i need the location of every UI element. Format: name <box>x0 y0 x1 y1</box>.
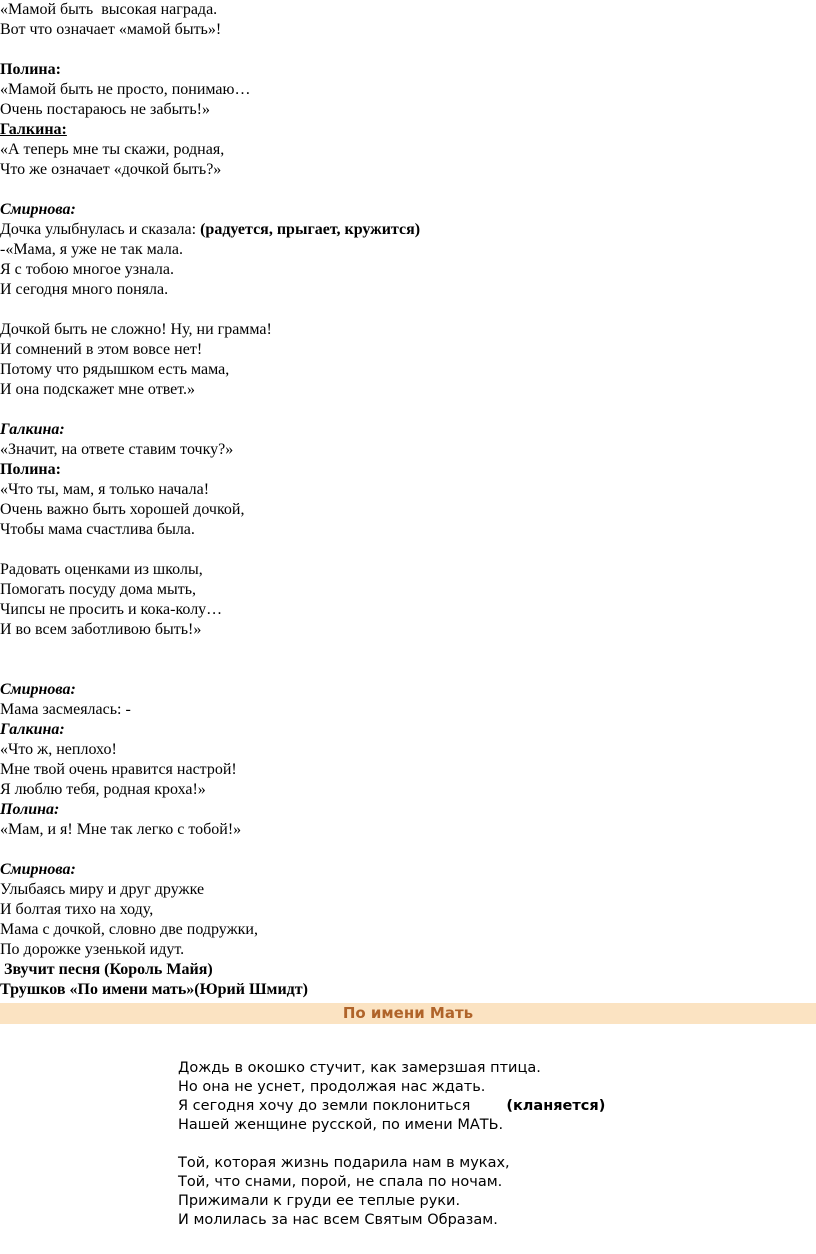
text-line: Улыбаясь миру и друг дружке <box>0 881 205 898</box>
blank-line <box>178 1135 798 1154</box>
text-line: И она подскажет мне ответ.» <box>0 381 196 398</box>
blank-line <box>0 840 816 860</box>
text-line: Мама с дочкой, словно две подружки, <box>0 921 258 938</box>
text-line: Помогать посуду дома мыть, <box>0 581 197 598</box>
song-announcement: Звучит песня (Король Майя) <box>0 961 213 978</box>
text-line: По дорожке узенькой идут. <box>0 941 185 958</box>
text-line: «Мамой быть не просто, понимаю… <box>0 81 251 98</box>
speaker-label: Галкина: <box>0 721 65 738</box>
blank-line <box>0 180 816 200</box>
text-line: Чтобы мама счастлива была. <box>0 521 195 538</box>
text-line: «Что ты, мам, я только начала! <box>0 481 210 498</box>
text-line: И сегодня много поняла. <box>0 281 169 298</box>
text-line: Чипсы не просить и кока-колу… <box>0 601 223 618</box>
song-title-banner: По имени Мать <box>0 1003 816 1024</box>
blank-line <box>0 640 816 660</box>
poem-line: Но она не уснет, продолжая нас ждать. <box>178 1079 486 1095</box>
text-line: Что же означает «дочкой быть?» <box>0 161 222 178</box>
poem-line <box>178 1097 798 1116</box>
text-line: Я с тобою многое узнала. <box>0 261 175 278</box>
text-line: Потому что рядышком есть мама, <box>0 361 230 378</box>
text-line: И сомнений в этом вовсе нет! <box>0 341 203 358</box>
blank-line <box>0 660 816 680</box>
text-line: «Мамой быть высокая награда. <box>0 1 218 18</box>
text-line: И во всем заботливою быть!» <box>0 621 202 638</box>
speaker-label: Смирнова: <box>0 681 76 698</box>
poem-block <box>178 1059 798 1230</box>
text-line: Мне твой очень нравится настрой! <box>0 761 237 778</box>
poem-line: И молилась за нас всем Святым Образам. <box>178 1212 498 1228</box>
blank-line <box>0 300 816 320</box>
text-line: Дочкой быть не сложно! Ну, ни грамма! <box>0 321 272 338</box>
speaker-label: Полина: <box>0 461 61 478</box>
speaker-label: Смирнова: <box>0 201 76 218</box>
blank-line <box>0 540 816 560</box>
blank-line <box>0 400 816 420</box>
speaker-label: Галкина: <box>0 421 65 438</box>
poem-line: Той, что снами, порой, не спала по ночам. <box>178 1174 503 1190</box>
text-line: Радовать оценками из школы, <box>0 561 203 578</box>
text-line: Я люблю тебя, родная кроха!» <box>0 781 206 798</box>
poem-line: Той, которая жизнь подарила нам в муках, <box>178 1155 510 1171</box>
poem-text: Я сегодня хочу до земли поклониться <box>178 1098 471 1114</box>
speaker-label: Смирнова: <box>0 861 76 878</box>
text-line: Вот что означает «мамой быть»! <box>0 21 222 38</box>
poem-line: Дождь в окошко стучит, как замерзшая птица. <box>178 1060 541 1076</box>
text-line: -«Мама, я уже не так мала. <box>0 241 183 258</box>
poem-line: Прижимали к груди ее теплые руки. <box>178 1193 461 1209</box>
text-line: Очень постараюсь не забыть!» <box>0 101 210 118</box>
stage-direction: (радуется, прыгает, кружится) <box>200 221 421 238</box>
speaker-label: Полина: <box>0 801 60 818</box>
blank-line <box>0 40 816 60</box>
speaker-label: Галкина: <box>0 121 67 138</box>
speaker-label: Полина: <box>0 61 61 78</box>
narration-text: Дочка улыбнулась и сказала: <box>0 221 201 238</box>
text-line: «А теперь мне ты скажи, родная, <box>0 141 225 158</box>
text-line: «Что ж, неплохо! <box>0 741 117 758</box>
song-credit: Трушков «По имени мать»(Юрий Шмидт) <box>0 981 308 998</box>
text-line: Мама засмеялась: - <box>0 701 131 718</box>
text-line: «Мам, и я! Мне так легко с тобой!» <box>0 821 242 838</box>
stage-direction: (кланяется) <box>506 1098 606 1114</box>
poem-line: Нашей женщине русской, по имени МАТЬ. <box>178 1117 504 1133</box>
text-line: «Значит, на ответе ставим точку?» <box>0 441 234 458</box>
text-line: Очень важно быть хорошей дочкой, <box>0 501 245 518</box>
text-line <box>0 220 816 240</box>
text-line: И болтая тихо на ходу, <box>0 901 154 918</box>
